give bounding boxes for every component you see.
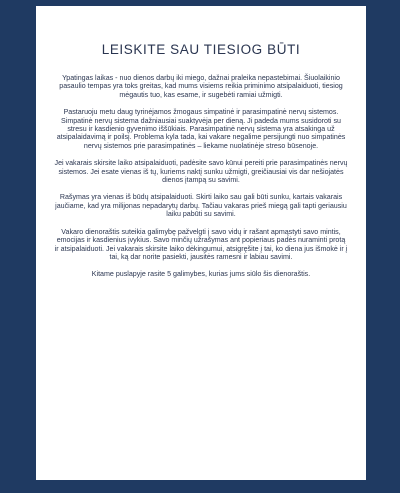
paragraph-intro: Ypatingas laikas - nuo dienos darbų iki miego, dažnai praleika nepastebimai. Šiuolaikinio pasaulio tempas yra toks greitas, kad mums visiems reikia priminimo atsipalaiduoti, tiesiog mėgautis tuo, kas esame, ir sugebėti ramiai užmigti. — [59, 74, 343, 99]
paragraph-evening-relax: Jei vakarais skirsite laiko atsipalaiduoti, padėsite savo kūnui pereiti prie parasimpatinės nervų sistemos. Jei esate vienas iš tų, kuriems naktį sunku užmigti, greičiausiai vis dar nešiojatės dienos įtampą su savimi. — [54, 159, 348, 185]
paragraph-nervous-system: Pastaruoju metu daug tyrinėjamos žmogaus simpatinė ir parasimpatinė nervų sistemos. Simpatinė nervų sistema dažniausiai suaktyvėja per dieną. Ji padeda mums susidoroti su stresu ir kasdienio gyvenimo iššūkiais. Parasimpatinė nervų sistema yra atsakinga už atsipalaidavimą ir poilsį. Problema kyla tada, kai vakare negalime persijungti nuo simpatinės nervų sistemos prie parasimpatinės – liekame nuolatinėje streso būsenoje. — [56, 108, 346, 150]
page-title: LEISKITE SAU TIESIOG BŪTI — [101, 42, 301, 57]
document-page — [36, 6, 366, 480]
paragraph-next-page: Kitame puslapyje rasite 5 galimybes, kurias jums siūlo šis dienoraštis. — [91, 270, 311, 279]
paragraph-journal: Vakaro dienoraštis suteikia galimybę pažvelgti į savo vidų ir rašant apmąstyti savo mintis, emocijas ir kasdienius įvykius. Savo minčių užrašymas ant popieriaus padės nuraminti protą ir atsipalaiduoti. Jei vakarais skirsite laiko dėkingumui, atsigręšite į tai, ko dienа jus išmokė ir į tai, ką dar norite pasiekti, jausitės ramesni ir labiau savimi. — [54, 227, 348, 261]
paragraph-writing: Rašymas yra vienas iš būdų atsipalaiduoti. Skirti laiko sau gali būti sunku, kartais vakarais jaučiame, kad yra milijonas nepadarytų darbų. Tačiau vakaras prieš miegą gali tapti geriausiu laiku pabūti su savimi. — [55, 193, 347, 219]
